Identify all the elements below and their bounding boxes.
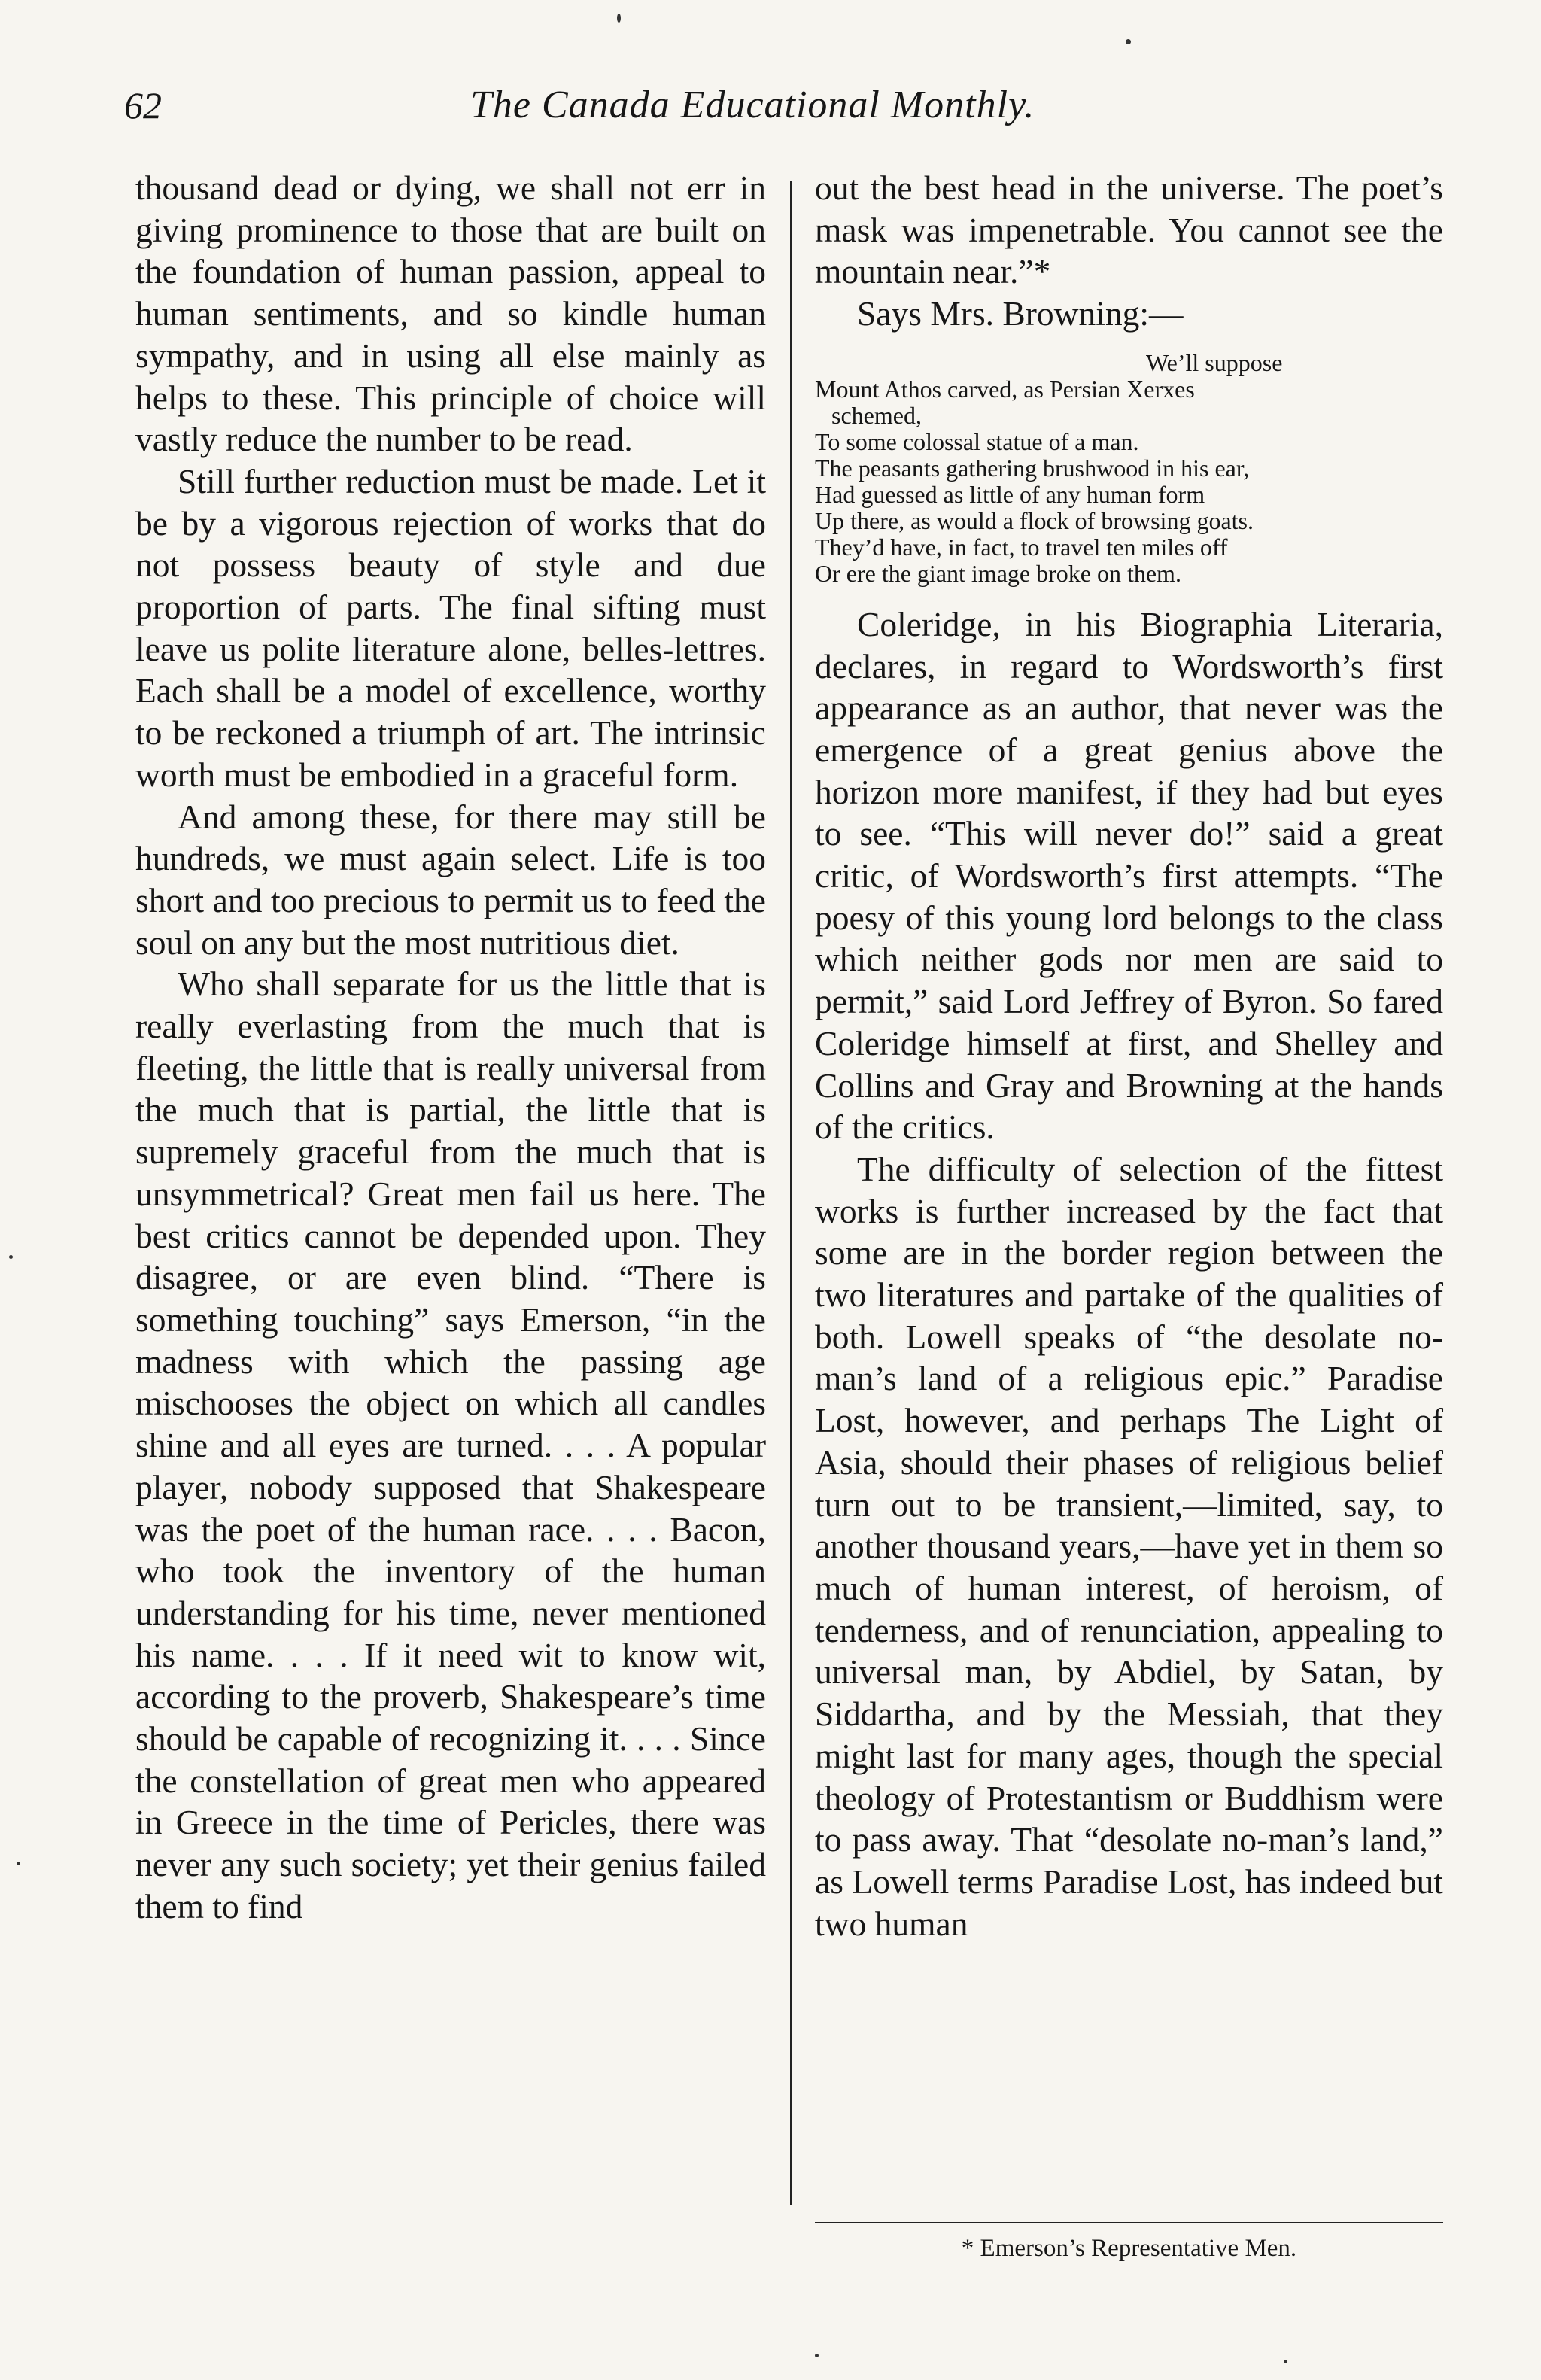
paragraph-7: Coleridge, in his Biographia Literaria, declares, in regard to Wordsworth’s first appearance as an author, that never was the emergence of a great genius above the horizon more manifest, if they had but eyes to see. “This will never do!” said a great critic, of Wordsworth’s first attempts. “The poesy of this young lord belongs to the class which neither gods nor men are said to permit,” said Lord Jeffrey of Byron. So fared Coleridge himself at first, and Shelley and Collins and Gray and Browning at the hands of the critics. <box>815 604 1443 1147</box>
scan-speck <box>815 2354 819 2357</box>
scan-speck <box>17 1862 20 1865</box>
paragraph-6: Says Mrs. Browning:— <box>857 294 1184 333</box>
running-title: The Canada Educational Monthly. <box>470 84 1035 126</box>
poem-line: The peasants gathering brushwood in his ear, <box>815 454 1250 482</box>
right-column <box>815 167 1443 1944</box>
scan-speck <box>1126 39 1131 44</box>
column-divider <box>790 181 792 2205</box>
footnote: * Emerson’s Representative Men. <box>961 2235 1297 2262</box>
scan-speck <box>617 14 621 23</box>
poem-line: We’ll suppose <box>1146 348 1283 376</box>
poem-line: Or ere the giant image broke on them. <box>815 559 1181 587</box>
poem-line: Had guessed as little of any human form <box>815 480 1205 508</box>
paragraph-2: Still further reduction must be made. Let it be by a vigorous rejection of works that do not possess beauty of style and due proportion of parts. The final sifting must leave us polite literature alone, belles-lettres. Each shall be a model of excellence, worthy to be reckoned a triumph of art. The intrinsic worth must be embodied in a graceful form. <box>135 461 766 794</box>
scan-speck <box>1284 2360 1287 2363</box>
scan-speck <box>9 1255 13 1259</box>
footnote-divider <box>815 2222 1443 2223</box>
paragraph-8: The difficulty of selection of the fittest works is further increased by the fact that some are in the border region between the two literatures and partake of the qualities of both. Lowell speaks of “the desolate no-man’s land of a religious epic.” Paradise Lost, however, and perhaps The Light of Asia, should their phases of religious belief turn out to be transient,—limited, say, to another thousand years,—have yet in them so much of human interest, of heroism, of tenderness, and of renunciation, appealing to universal man, by Abdiel, by Satan, by Siddartha, and by the Messiah, that they might last for many ages, though the special theology of Protestantism or Buddhism were to pass away. That “desolate no-man’s land,” as Lowell terms Paradise Lost, has indeed but two human <box>815 1149 1443 1943</box>
poem-line: To some colossal statue of a man. <box>815 427 1139 455</box>
paragraph-3: And among these, for there may still be hundreds, we must again select. Life is too short and too precious to permit us to feed the soul on any but the most nutritious diet. <box>135 797 766 962</box>
poem-line: Up there, as would a flock of browsing goats. <box>815 506 1254 534</box>
paragraph-1: thousand dead or dying, we shall not err in giving prominence to those that are built on the foundation of human passion, appeal to human sentiments, and so kindle human sympathy, and in using all else mainly as helps to these. This principle of choice will vastly reduce the number to be read. <box>135 169 766 459</box>
page-number: 62 <box>124 84 162 126</box>
paragraph-5: out the best head in the universe. The poet’s mask was impenetrable. You cannot see the mountain near.”* <box>815 169 1443 291</box>
poem-line: schemed, <box>831 401 922 429</box>
paragraph-4: Who shall separate for us the little that is really everlasting from the much that is fleeting, the little that is really universal from the much that is partial, the little that is supremely graceful from the much that is unsymmetrical? Great men fail us here. The best critics cannot be depended upon. They disagree, or are even blind. “There is something touching” says Emerson, “in the madness with which the passing age mischooses the object on which all candles shine and all eyes are turned. . . . A popular player, nobody supposed that Shakespeare was the poet of the human race. . . . Bacon, who took the inventory of the human understanding for his time, never mentioned his name. . . . If it need wit to know wit, according to the proverb, Shakespeare’s time should be capable of recognizing it. . . . Since the constellation of great men who appeared in Greece in the time of Pericles, there was never any such society; yet their genius failed them to find <box>135 965 766 1926</box>
left-column <box>135 167 766 1928</box>
poem-line: Mount Athos carved, as Persian Xerxes <box>815 375 1195 403</box>
poem-line: They’d have, in fact, to travel ten miles off <box>815 533 1228 561</box>
browning-quotation <box>815 350 1443 587</box>
page-header <box>124 79 1456 132</box>
